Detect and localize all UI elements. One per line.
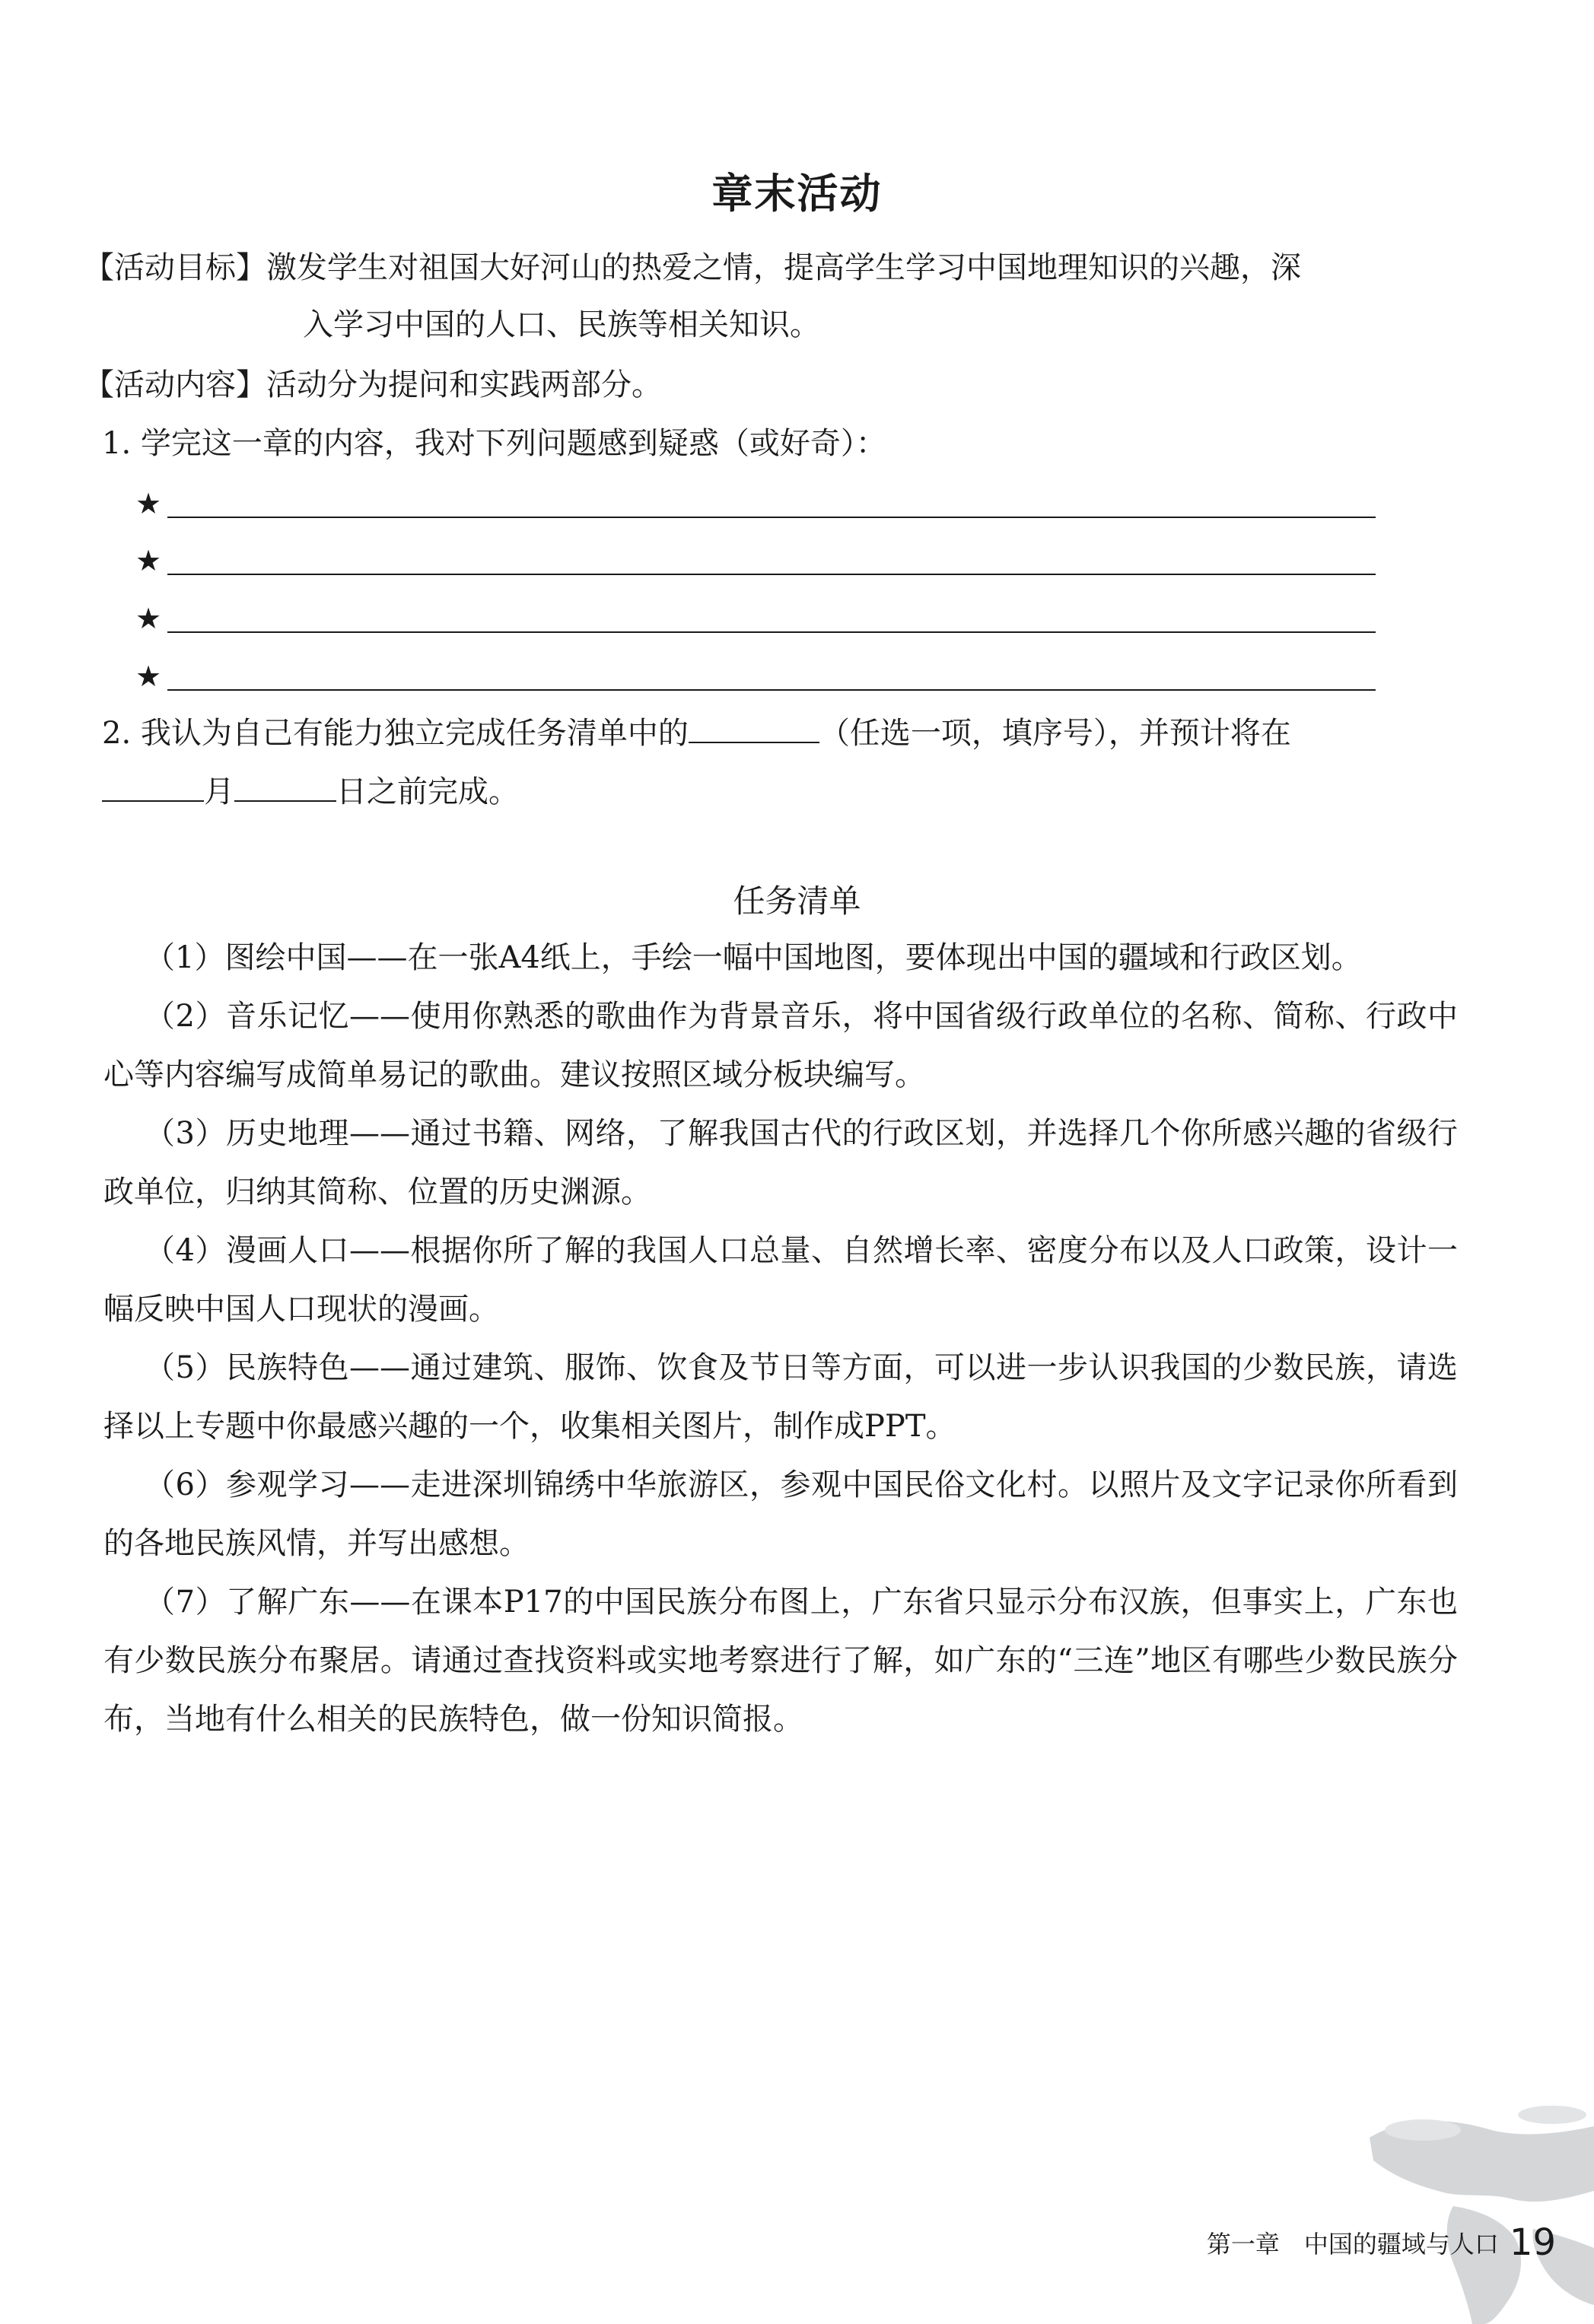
activity-content-text: 活动分为提问和实践两部分。 [266, 367, 662, 402]
task-number-blank[interactable] [689, 711, 819, 743]
activity-goal-text-line1: 激发学生对祖国大好河山的热爱之情，提高学生学习中国地理知识的兴趣，深 [266, 250, 1301, 285]
task-item-4: （4）漫画人口——根据你所了解的我国人口总量、自然增长率、密度分布以及人口政策，设计一幅反映中国人口现状的漫画。 [103, 1233, 1458, 1327]
task-item-1: （1）图绘中国——在一张A4纸上，手绘一幅中国地图，要体现出中国的疆域和行政区划。 [145, 940, 1362, 975]
activity-content-label: 【活动内容】 [84, 367, 266, 402]
activity-content [84, 366, 662, 404]
answer-line-1[interactable] [135, 485, 1376, 523]
day-label: 日之前完成。 [336, 774, 519, 809]
day-blank[interactable] [234, 770, 336, 802]
star-icon: ★ [135, 660, 162, 693]
answer-line-2[interactable] [135, 542, 1376, 580]
question-2-line1 [102, 711, 1291, 752]
answer-line-3[interactable] [135, 599, 1376, 637]
question-2-part1: 2. 我认为自己有能力独立完成任务清单中的 [102, 716, 689, 751]
page-footer [1207, 2221, 1556, 2264]
task-item-5: （5）民族特色——通过建筑、服饰、饮食及节日等方面，可以进一步认识我国的少数民族，请选择以上专题中你最感兴趣的一个，收集相关图片，制作成PPT。 [103, 1350, 1458, 1444]
star-icon: ★ [135, 544, 162, 577]
month-blank[interactable] [102, 770, 204, 802]
question-2-part2: （任选一项，填序号），并预计将在 [819, 716, 1291, 751]
star-icon: ★ [135, 602, 162, 635]
question-1: 1. 学完这一章的内容，我对下列问题感到疑惑（或好奇）： [102, 426, 886, 461]
chapter-title: 第一章 中国的疆域与人口 [1206, 2230, 1499, 2259]
activity-goal-label: 【活动目标】 [84, 250, 266, 285]
page-number: 19 [1509, 2221, 1556, 2264]
month-label: 月 [204, 774, 234, 809]
task-item-2: （2）音乐记忆——使用你熟悉的歌曲作为背景音乐，将中国省级行政单位的名称、简称、行政中心等内容编写成简单易记的歌曲。建议按照区域分板块编写。 [103, 999, 1458, 1092]
task-item-6: （6）参观学习——走进深圳锦绣中华旅游区，参观中国民俗文化村。以照片及文字记录你所看到的各地民族风情，并写出感想。 [103, 1467, 1458, 1561]
star-icon: ★ [135, 487, 162, 520]
activity-goal [84, 249, 1301, 287]
answer-line-4[interactable] [135, 657, 1376, 695]
task-list-title: 任务清单 [733, 882, 861, 920]
task-item-7: （7）了解广东——在课本P17的中国民族分布图上，广东省只显示分布汉族，但事实上，广东也有少数民族分布聚居。请通过查找资料或实地考察进行了解，如广东的“三连”地区有哪些少数民族分布，当地有什么相关的民族特色，做一份知识简报。 [103, 1585, 1458, 1737]
task-item-3: （3）历史地理——通过书籍、网络，了解我国古代的行政区划，并选择几个你所感兴趣的省级行政单位，归纳其简称、位置的历史渊源。 [103, 1116, 1458, 1210]
world-map-decoration [1339, 2084, 1594, 2324]
page-title: 章末活动 [711, 170, 883, 218]
activity-goal-text-line2: 入学习中国的人口、民族等相关知识。 [303, 307, 820, 342]
question-2-line2 [102, 770, 519, 811]
